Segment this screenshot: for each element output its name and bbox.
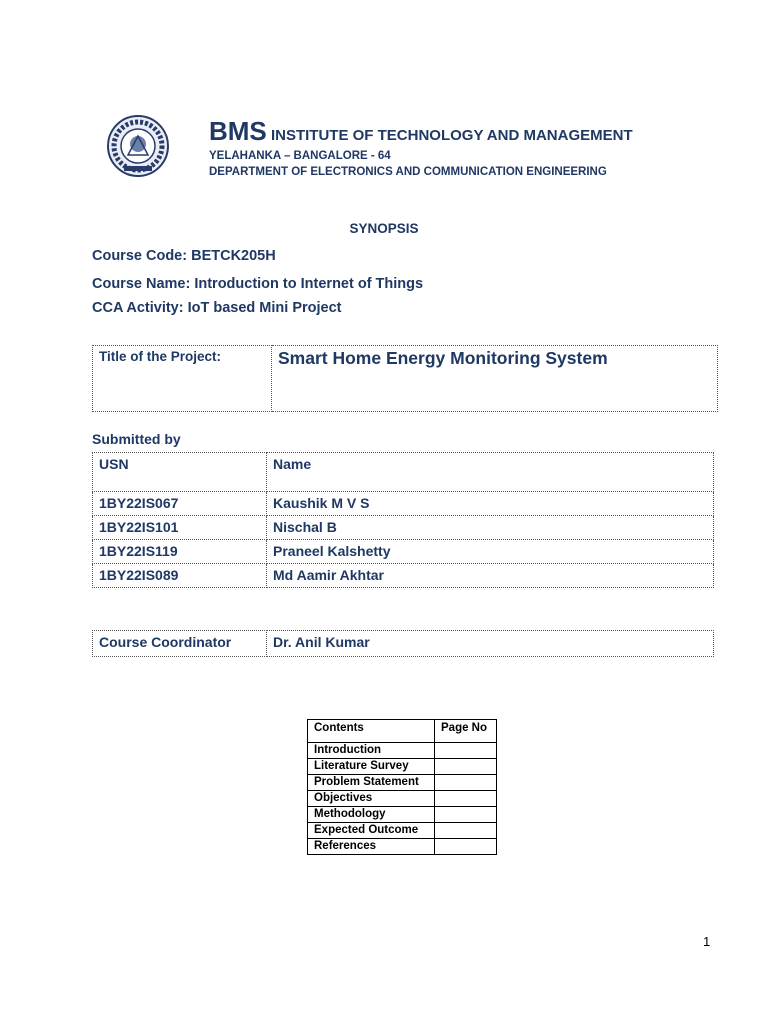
contents-row <box>308 791 497 807</box>
course-name: Course Name: Introduction to Internet of Things <box>92 276 424 292</box>
contents-row <box>308 759 497 775</box>
page-no-cell <box>435 791 497 807</box>
contents-header: Contents <box>308 720 435 743</box>
usn-cell: 1BY22IS119 <box>93 540 267 564</box>
contents-item: References <box>308 839 435 855</box>
table-row <box>93 516 714 540</box>
course-code: Course Code: BETCK205H <box>92 248 276 264</box>
table-row <box>93 540 714 564</box>
institute-seal-icon <box>106 114 170 178</box>
usn-header: USN <box>93 453 267 492</box>
project-title-label: Title of the Project: <box>93 346 272 412</box>
contents-item: Introduction <box>308 743 435 759</box>
name-cell: Nischal B <box>267 516 714 540</box>
students-table <box>92 452 714 588</box>
name-cell: Kaushik M V S <box>267 492 714 516</box>
project-title-value: Smart Home Energy Monitoring System <box>272 346 718 412</box>
name-cell: Md Aamir Akhtar <box>267 564 714 588</box>
contents-item: Expected Outcome <box>308 823 435 839</box>
contents-item: Literature Survey <box>308 759 435 775</box>
contents-row <box>308 823 497 839</box>
contents-item: Problem Statement <box>308 775 435 791</box>
contents-item: Methodology <box>308 807 435 823</box>
coordinator-label: Course Coordinator <box>93 631 267 657</box>
contents-item: Objectives <box>308 791 435 807</box>
contents-table <box>307 719 497 855</box>
table-header-row <box>93 453 714 492</box>
contents-row <box>308 775 497 791</box>
contents-row <box>308 839 497 855</box>
usn-cell: 1BY22IS067 <box>93 492 267 516</box>
synopsis-heading: SYNOPSIS <box>349 221 419 236</box>
submitted-by-label: Submitted by <box>92 431 181 447</box>
institution-header <box>209 116 729 178</box>
contents-row <box>308 807 497 823</box>
contents-row <box>308 743 497 759</box>
coordinator-name: Dr. Anil Kumar <box>267 631 714 657</box>
contents-header-row <box>308 720 497 743</box>
page-no-cell <box>435 839 497 855</box>
institution-location: YELAHANKA – BANGALORE - 64 <box>209 150 391 162</box>
table-row <box>93 492 714 516</box>
page-no-cell <box>435 759 497 775</box>
bms-wordmark: BMS <box>209 116 267 146</box>
project-title-table <box>92 345 718 412</box>
page-no-header: Page No <box>435 720 497 743</box>
name-cell: Praneel Kalshetty <box>267 540 714 564</box>
name-header: Name <box>267 453 714 492</box>
table-row <box>93 564 714 588</box>
department-name: DEPARTMENT OF ELECTRONICS AND COMMUNICATION ENGINEERING <box>209 166 607 178</box>
usn-cell: 1BY22IS101 <box>93 516 267 540</box>
page-number: 1 <box>703 934 711 949</box>
institute-logo <box>106 114 170 178</box>
coordinator-table <box>92 630 714 657</box>
page-no-cell <box>435 775 497 791</box>
page-no-cell <box>435 807 497 823</box>
institute-text: INSTITUTE OF TECHNOLOGY AND MANAGEMENT <box>270 127 633 144</box>
page-no-cell <box>435 743 497 759</box>
cca-activity: CCA Activity: IoT based Mini Project <box>92 300 342 316</box>
institution-name <box>209 116 729 147</box>
usn-cell: 1BY22IS089 <box>93 564 267 588</box>
page-no-cell <box>435 823 497 839</box>
